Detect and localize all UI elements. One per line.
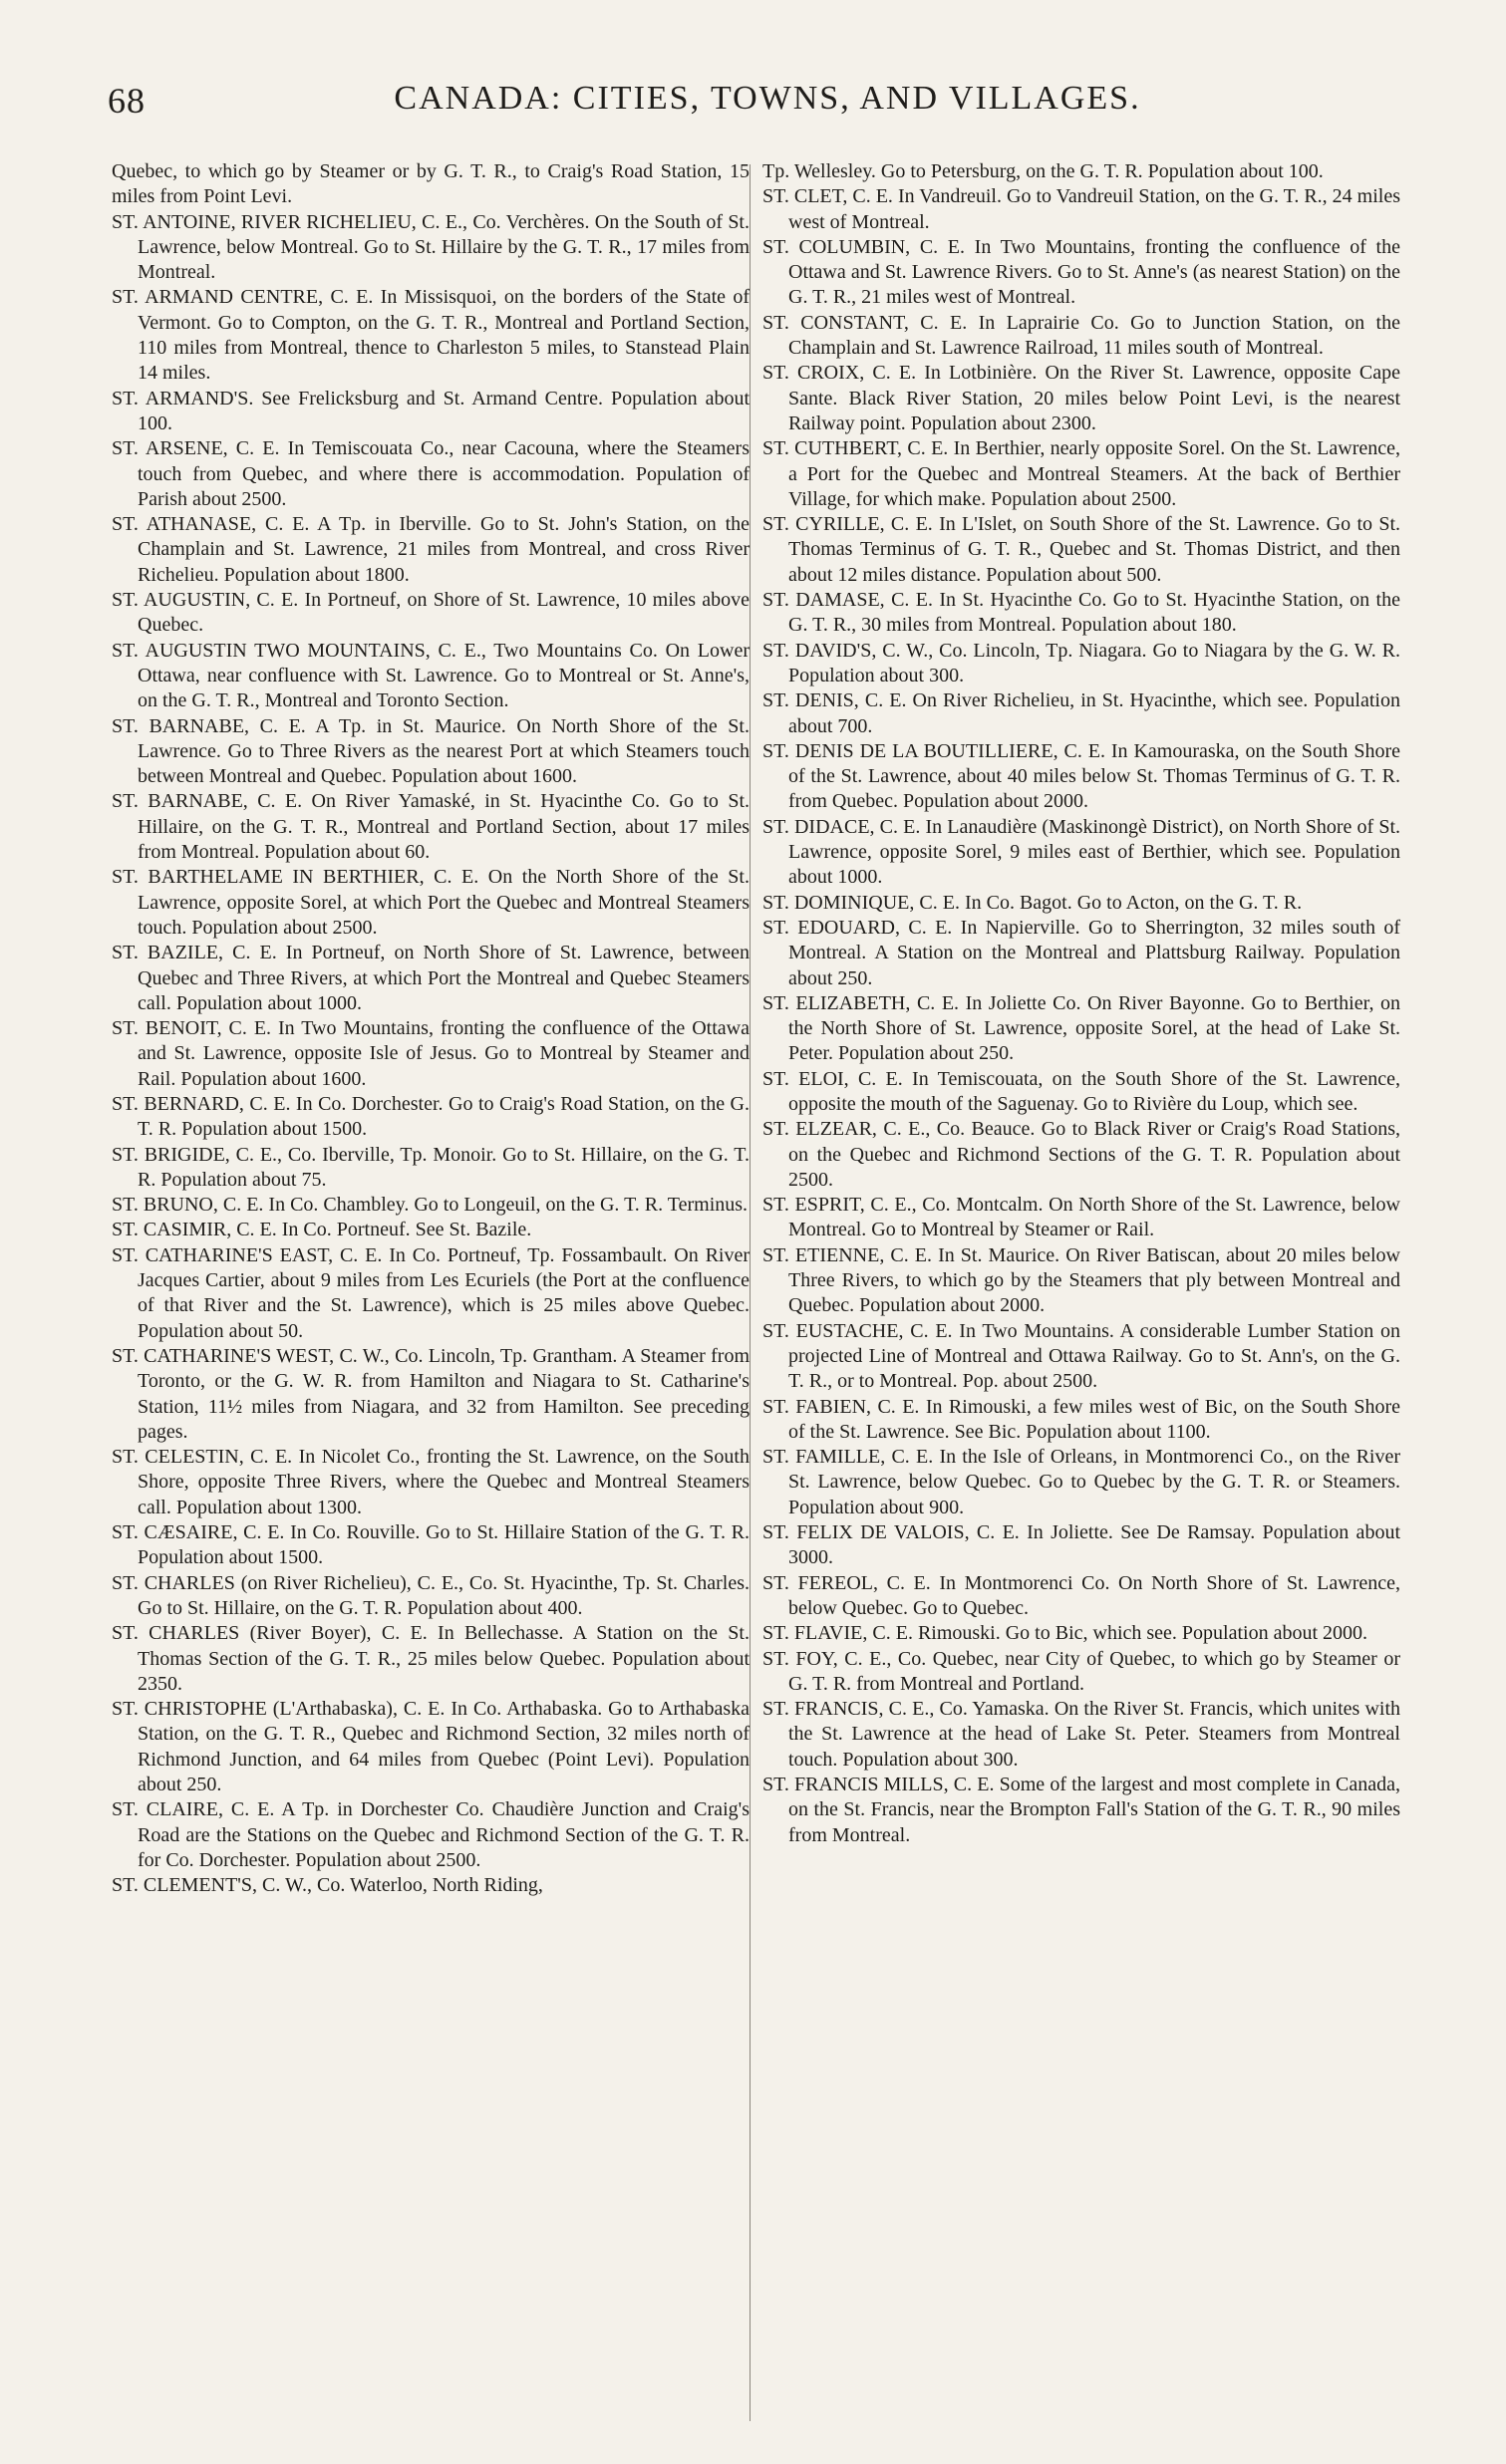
entry-description: C. E., Co. Beauce. Go to Black River or Craig's Road Stations, on the Quebec and Richmond Sections of the G. T. R. Population about 2500. bbox=[788, 1118, 1400, 1191]
gazetteer-entry bbox=[112, 1520, 750, 1571]
entry-description: C. E. In Rimouski, a few miles west of Bic, on the South Shore of the St. Lawrence. See Bic. Population about 1100. bbox=[788, 1395, 1400, 1443]
entry-place-name: ST. DENIS, bbox=[762, 689, 859, 712]
entry-description: C. E. In the Isle of Orleans, in Montmorenci Co., on the River St. Lawrence, below Quebec. Go to Quebec by the G. T. R. or Steamers. Population about 900. bbox=[788, 1446, 1401, 1518]
gazetteer-entry bbox=[762, 1193, 1400, 1243]
gazetteer-entry bbox=[762, 184, 1400, 235]
gazetteer-entry bbox=[112, 1243, 750, 1344]
gazetteer-entry bbox=[762, 991, 1400, 1067]
gazetteer-entry bbox=[762, 1621, 1400, 1646]
entry-description: C. E. In Joliette Co. On River Bayonne. Go to Berthier, on the North Shore of St. Lawrence, opposite Sorel, at the head of Lake St. Peter. Population about 250. bbox=[788, 991, 1400, 1065]
entry-place-name: ST. FABIEN, bbox=[762, 1395, 872, 1418]
gazetteer-entry bbox=[762, 1571, 1400, 1622]
entry-description: C. E. In Kamouraska, on the South Shore of the St. Lawrence, about 40 miles below St. Thomas Terminus of G. T. R. from Quebec. Population about 2000. bbox=[788, 739, 1400, 813]
entry-description: C. E. In Temiscouata Co., near Cacouna, where the Steamers touch from Quebec, and where there is accommodation. Population of Parish about 2500. bbox=[138, 437, 750, 510]
entry-place-name: ST. ATHANASE, bbox=[112, 513, 257, 536]
entry-description: C. E. Some of the largest and most complete in Canada, on the St. Francis, near the Brompton Fall's Station of the G. T. R., 90 miles from Montreal. bbox=[788, 1774, 1400, 1846]
gazetteer-entry bbox=[762, 1445, 1400, 1520]
entry-description: C. E. In Montmorenci Co. On North Shore of St. Lawrence, below Quebec. Go to Quebec. bbox=[788, 1571, 1400, 1619]
entry-description: C. E. In Napierville. Go to Sherrington, 32 miles south of Montreal. A Station on the Montreal and Plattsburg Railway. Population about 250. bbox=[788, 916, 1400, 989]
entry-description: C. E. In Joliette. See De Ramsay. Population about 3000. bbox=[788, 1521, 1400, 1569]
gazetteer-entry bbox=[762, 1319, 1400, 1395]
entry-place-name: ST. CLET, bbox=[762, 185, 848, 208]
right-column bbox=[762, 159, 1400, 1848]
left-column bbox=[112, 159, 750, 1898]
entry-place-name: ST. CROIX, bbox=[762, 362, 865, 385]
gazetteer-entry bbox=[762, 588, 1400, 639]
entry-description: (River Boyer), C. E. In Bellechasse. A Station on the St. Thomas Section of the G. T. R., 25 miles below Quebec. Population about 2350. bbox=[138, 1622, 750, 1695]
gazetteer-entry bbox=[762, 1773, 1400, 1848]
entry-place-name: ST. AUGUSTIN, bbox=[112, 589, 251, 612]
entry-place-name: ST. CHARLES bbox=[112, 1622, 240, 1645]
gazetteer-entry bbox=[112, 865, 750, 941]
entry-place-name: ST. CASIMIR, bbox=[112, 1219, 232, 1241]
entry-place-name: ST. BARNABE, bbox=[112, 714, 250, 737]
entry-description: C. E. In Laprairie Co. Go to Junction Station, on the Champlain and St. Lawrence Railroad, 11 miles south of Montreal. bbox=[788, 311, 1400, 360]
entry-place-name: ST. CÆSAIRE, bbox=[112, 1521, 238, 1544]
entry-description: C. W., Co. Lincoln, Tp. Niagara. Go to Niagara by the G. W. R. Population about 300. bbox=[788, 639, 1401, 686]
entry-place-name: ST. CATHARINE'S WEST, bbox=[112, 1344, 335, 1367]
entry-description: (L'Arthabaska), C. E. In Co. Arthabaska. Go to Arthabaska Station, on the G. T. R., Quebec and Richmond Section, 32 miles north of Richmond Junction, and 64 miles from Quebec (Point Levi). Population about 250. bbox=[138, 1698, 751, 1795]
gazetteer-entry bbox=[112, 1873, 750, 1898]
entry-place-name: ST. CYRILLE, bbox=[762, 513, 885, 536]
entry-place-name: ST. ARMAND CENTRE, bbox=[112, 286, 324, 309]
entry-place-name: ST. CLEMENT'S, bbox=[112, 1874, 258, 1897]
entry-place-name: ST. EUSTACHE, bbox=[762, 1319, 904, 1342]
entry-description: C. E. In Co. Chambley. Go to Longeuil, on the G. T. R. Terminus. bbox=[217, 1194, 749, 1217]
entry-description: C. E. In Co. Portneuf. See St. Bazile. bbox=[231, 1219, 532, 1241]
gazetteer-entry bbox=[112, 285, 750, 386]
gazetteer-entry bbox=[762, 1520, 1400, 1571]
entry-description: C. E. In Two Mountains, fronting the confluence of the Ottawa and St. Lawrence Rivers. Go to St. Anne's (as nearest Station) on the G. T. R., 21 miles west of Montreal. bbox=[788, 235, 1400, 309]
entry-description: C. E. In Co. Rouville. Go to St. Hillaire Station of the G. T. R. Population about 1500. bbox=[138, 1521, 751, 1569]
entry-place-name: ST. BERNARD, bbox=[112, 1092, 244, 1115]
entry-description: C. E. A Tp. in St. Maurice. On North Shore of the St. Lawrence. Go to Three Rivers as the nearest Port at which Steamers touch between Montreal and Quebec. Population about 1600. bbox=[138, 714, 750, 788]
entry-place-name: ST. CHRISTOPHE bbox=[112, 1698, 267, 1721]
gazetteer-entry bbox=[762, 235, 1400, 311]
entry-description: C. E. In Portneuf, on North Shore of St. Lawrence, between Quebec and Three Rivers, at which Port the Montreal and Quebec Steamers call. Population about 1000. bbox=[138, 942, 751, 1014]
gazetteer-entry bbox=[762, 1395, 1400, 1446]
entry-place-name: ST. DENIS DE LA BOUTILLIERE, bbox=[762, 739, 1058, 762]
gazetteer-entry bbox=[112, 941, 750, 1016]
gazetteer-entry bbox=[762, 361, 1400, 436]
entry-description: C. E. In Lotbinière. On the River St. Lawrence, opposite Cape Sante. Black River Station, 20 miles below Point Levi, is the nearest Railway point. Population about 2300. bbox=[788, 362, 1400, 434]
gazetteer-entry bbox=[762, 1697, 1400, 1773]
entry-description: See Frelicksburg and St. Armand Centre. Population about 100. bbox=[138, 387, 751, 434]
entry-description: C. E. In Missisquoi, on the borders of the State of Vermont. Go to Compton, on the G. T. R., Montreal and Portland Section, 110 miles from Montreal, thence to Charleston 5 miles, to Stanstead Plain 14 miles. bbox=[138, 286, 751, 385]
gazetteer-entry bbox=[762, 311, 1400, 362]
entry-place-name: ST. COLUMBIN, bbox=[762, 235, 911, 258]
entry-description: C. E. In Lanaudière (Maskinongè District), on North Shore of St. Lawrence, opposite Sorel, 9 miles east of Berthier, which see. Population about 1000. bbox=[788, 815, 1400, 889]
entry-description: C. E. In St. Maurice. On River Batiscan, about 20 miles below Three Rivers, to which go by the Steamers that ply between Montreal and Quebec. Population about 2000. bbox=[788, 1243, 1400, 1317]
entry-place-name: ST. DAVID'S, bbox=[762, 639, 877, 662]
entry-description: C. E., Co. Yamaska. On the River St. Francis, which unites with the St. Lawrence at the head of Lake St. Peter. Steamers from Montreal touch. Population about 300. bbox=[788, 1698, 1400, 1771]
gazetteer-entry bbox=[112, 1621, 750, 1697]
entry-place-name: ST. DOMINIQUE, bbox=[762, 891, 915, 914]
entry-place-name: ST. ARSENE, bbox=[112, 437, 228, 460]
entry-place-name: ST. CHARLES bbox=[112, 1571, 235, 1594]
entry-description: C. E. On River Richelieu, in St. Hyacinthe, which see. Population about 700. bbox=[788, 689, 1400, 737]
entry-description: C. E. In Nicolet Co., fronting the St. Lawrence, on the South Shore, opposite Three Rivers, where the Quebec and Montreal Steamers call. Population about 1300. bbox=[138, 1446, 750, 1518]
entry-place-name: ST. BRUNO, bbox=[112, 1194, 218, 1217]
entry-place-name: ST. BAZILE, bbox=[112, 942, 224, 964]
entry-description: C. E., Two Mountains Co. On Lower Ottawa, near confluence with St. Lawrence. Go to Montreal or St. Anne's, on the G. T. R., Montreal and Toronto Section. bbox=[138, 639, 750, 712]
entry-description: C. E. In Temiscouata, on the South Shore of the St. Lawrence, opposite the mouth of the Saguenay. Go to Rivière du Loup, which see. bbox=[788, 1067, 1400, 1115]
entry-place-name: ST. ESPRIT, bbox=[762, 1194, 865, 1217]
entry-description: C. E. In L'Islet, on South Shore of the St. Lawrence. Go to St. Thomas Terminus of G. T. R., Quebec and St. Thomas District, and then about 12 miles distance. Population about 500. bbox=[788, 513, 1401, 586]
gazetteer-entry bbox=[762, 1117, 1400, 1193]
entry-description: C. E. In Co. Bagot. Go to Acton, on the G. T. R. bbox=[914, 891, 1303, 914]
gazetteer-entry bbox=[762, 159, 1400, 184]
gazetteer-entry bbox=[762, 512, 1400, 588]
entry-place-name: ST. BRIGIDE, bbox=[112, 1143, 230, 1166]
entry-description: C. W., Co. Waterloo, North Riding, bbox=[257, 1874, 543, 1897]
entry-place-name: ST. FRANCIS MILLS, bbox=[762, 1774, 949, 1795]
entry-place-name: ST. CONSTANT, bbox=[762, 311, 909, 334]
entry-description: C. E., Co. Iberville, Tp. Monoir. Go to St. Hillaire, on the G. T. R. Population about 75. bbox=[138, 1143, 751, 1191]
entry-description: C. E. Rimouski. Go to Bic, which see. Population about 2000. bbox=[867, 1622, 1368, 1645]
gazetteer-entry bbox=[112, 1143, 750, 1194]
entry-place-name: ST. ELOI, bbox=[762, 1067, 849, 1090]
gazetteer-entry bbox=[112, 789, 750, 865]
entry-place-name: ST. DAMASE, bbox=[762, 589, 885, 612]
gazetteer-entry bbox=[112, 1218, 750, 1242]
entry-description: C. E., Co. Verchères. On the South of St. Lawrence, below Montreal. Go to St. Hillaire by the G. T. R., 17 miles from Montreal. bbox=[138, 210, 750, 284]
entry-place-name: ST. ANTOINE, RIVER RICHELIEU, bbox=[112, 210, 417, 233]
entry-description: C. E. In Two Mountains. A considerable Lumber Station on projected Line of Montreal and Ottawa Railway. Go to St. Ann's, on the G. T. R., or to Montreal. Pop. about 2500. bbox=[788, 1319, 1400, 1393]
gazetteer-entry bbox=[112, 1445, 750, 1520]
entry-place-name: ST. DIDACE, bbox=[762, 815, 875, 838]
page-number: 68 bbox=[108, 81, 146, 121]
entry-place-name: ST. EDOUARD, bbox=[762, 916, 900, 939]
entry-place-name: ST. FLAVIE, bbox=[762, 1622, 868, 1645]
entry-description: C. E. On River Yamaské, in St. Hyacinthe Co. Go to St. Hillaire, on the G. T. R., Montreal and Portland Section, about 17 miles from Montreal. Population about 60. bbox=[138, 790, 751, 864]
gazetteer-entry bbox=[762, 891, 1400, 916]
entry-description: C. E. In Berthier, nearly opposite Sorel. On the St. Lawrence, a Port for the Quebec and Montreal Steamers. At the back of Berthier Village, for which make. Population about 2500. bbox=[788, 437, 1400, 510]
entry-description: Tp. Wellesley. Go to Petersburg, on the G. T. R. Population about 100. bbox=[762, 160, 1324, 182]
entry-place-name: ST. BENOIT, bbox=[112, 1017, 222, 1040]
entry-place-name: ST. AUGUSTIN TWO MOUNTAINS, bbox=[112, 639, 431, 662]
entry-description: C. E. In Co. Portneuf, Tp. Fossambault. On River Jacques Cartier, about 9 miles from Les Ecuriels (the Port at the confluence of that River and the St. Lawrence), which is 25 miles above Quebec. Population about 50. bbox=[138, 1243, 750, 1342]
gazetteer-entry bbox=[762, 1647, 1400, 1698]
entry-place-name: ST. ARMAND'S. bbox=[112, 387, 254, 410]
gazetteer-entry bbox=[112, 1344, 750, 1445]
gazetteer-entry bbox=[112, 159, 750, 210]
gazetteer-entry bbox=[112, 210, 750, 286]
gazetteer-entry bbox=[112, 512, 750, 588]
entry-place-name: ST. BARNABE, bbox=[112, 790, 248, 813]
entry-description: C. E., Co. Montcalm. On North Shore of the St. Lawrence, below Montreal. Go to Montreal by Steamer or Rail. bbox=[788, 1194, 1400, 1241]
entry-description: (on River Richelieu), C. E., Co. St. Hyacinthe, Tp. St. Charles. Go to St. Hillaire, on the G. T. R. Population about 400. bbox=[138, 1571, 750, 1619]
entry-description: C. E., Co. Quebec, near City of Quebec, to which go by Steamer or G. T. R. from Montreal and Portland. bbox=[788, 1647, 1400, 1695]
entry-description: C. E. On the North Shore of the St. Lawrence, opposite Sorel, at which Port the Quebec and Montreal Steamers touch. Population about 2500. bbox=[138, 866, 750, 939]
entry-description: C. E. In Portneuf, on Shore of St. Lawrence, 10 miles above Quebec. bbox=[138, 589, 750, 637]
entry-place-name: ST. ELZEAR, bbox=[762, 1118, 877, 1141]
gazetteer-entry bbox=[112, 436, 750, 512]
entry-place-name: ST. ETIENNE, bbox=[762, 1243, 885, 1266]
entry-description: C. E. A Tp. in Dorchester Co. Chaudière Junction and Craig's Road are the Stations on the Quebec and Richmond Section of the G. T. R. for Co. Dorchester. Population about 2500. bbox=[138, 1798, 751, 1871]
gazetteer-entry bbox=[762, 639, 1400, 689]
entry-description: C. E. In Two Mountains, fronting the confluence of the Ottawa and St. Lawrence, opposite Isle of Jesus. Go to Montreal by Steamer and Rail. Population about 1600. bbox=[138, 1017, 750, 1090]
gazetteer-entry bbox=[762, 739, 1400, 815]
gazetteer-entry bbox=[112, 1193, 750, 1218]
gazetteer-entry bbox=[762, 1067, 1400, 1118]
entry-description: C. W., Co. Lincoln, Tp. Grantham. A Steamer from Toronto, or the G. W. R. from Hamilton and Niagara to St. Catharine's Station, 11½ miles from Niagara, and 32 from Hamilton. See preceding pages. bbox=[138, 1344, 750, 1443]
column-divider bbox=[750, 164, 751, 2421]
entry-description: C. E. In Vandreuil. Go to Vandreuil Station, on the G. T. R., 24 miles west of Montreal. bbox=[788, 185, 1400, 233]
entry-description: Quebec, to which go by Steamer or by G. T. R., to Craig's Road Station, 15 miles from Point Levi. bbox=[112, 160, 750, 208]
entry-place-name: ST. BARTHELAME IN BERTHIER, bbox=[112, 866, 425, 889]
gazetteer-entry bbox=[762, 916, 1400, 991]
gazetteer-entry bbox=[762, 436, 1400, 512]
entry-place-name: ST. CATHARINE'S EAST, bbox=[112, 1243, 334, 1266]
entry-place-name: ST. CLAIRE, bbox=[112, 1798, 223, 1821]
running-head-title: CANADA: CITIES, TOWNS, AND VILLAGES. bbox=[394, 80, 1141, 117]
gazetteer-entry bbox=[112, 1016, 750, 1092]
entry-place-name: ST. CELESTIN, bbox=[112, 1446, 244, 1469]
entry-place-name: ST. CUTHBERT, bbox=[762, 437, 903, 460]
gazetteer-entry bbox=[112, 1571, 750, 1622]
gazetteer-entry bbox=[112, 639, 750, 714]
gazetteer-entry bbox=[112, 588, 750, 639]
entry-place-name: ST. FOY, bbox=[762, 1647, 838, 1670]
gazetteer-entry bbox=[762, 815, 1400, 891]
gazetteer-entry bbox=[112, 714, 750, 790]
gazetteer-entry bbox=[762, 1243, 1400, 1319]
entry-description: C. E. In Co. Dorchester. Go to Craig's Road Station, on the G. T. R. Population about 1500. bbox=[138, 1092, 751, 1141]
entry-place-name: ST. FEREOL, bbox=[762, 1571, 879, 1594]
entry-place-name: ST. FAMILLE, bbox=[762, 1446, 886, 1469]
gazetteer-entry bbox=[112, 1797, 750, 1873]
gazetteer-entry bbox=[112, 1092, 750, 1143]
gazetteer-entry bbox=[762, 688, 1400, 739]
entry-description: C. E. A Tp. in Iberville. Go to St. John's Station, on the Champlain and St. Lawrence, 21 miles from Montreal, and cross River Richelieu. Population about 1800. bbox=[138, 513, 750, 586]
entry-description: C. E. In St. Hyacinthe Co. Go to St. Hyacinthe Station, on the G. T. R., 30 miles from Montreal. Population about 180. bbox=[788, 589, 1400, 637]
gazetteer-entry bbox=[112, 387, 750, 437]
entry-place-name: ST. FRANCIS, bbox=[762, 1698, 884, 1721]
gazetteer-entry bbox=[112, 1697, 750, 1797]
entry-place-name: ST. FELIX DE VALOIS, bbox=[762, 1521, 970, 1544]
entry-place-name: ST. ELIZABETH, bbox=[762, 991, 911, 1014]
